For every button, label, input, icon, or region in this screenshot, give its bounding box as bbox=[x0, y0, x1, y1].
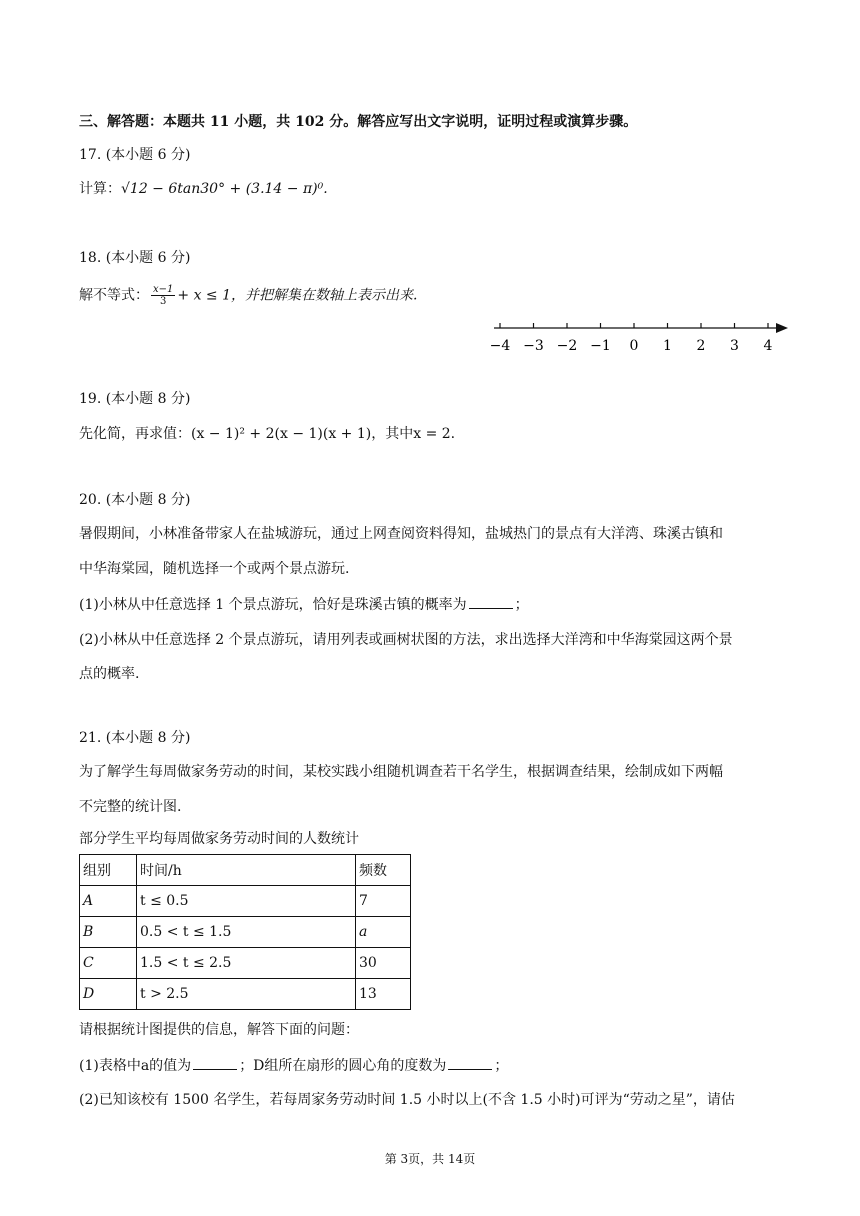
number-line-label: 4 bbox=[763, 338, 773, 354]
q21-instruction: 请根据统计图提供的信息，解答下面的问题： bbox=[79, 1022, 359, 1038]
number-line-label: 3 bbox=[730, 338, 739, 354]
table-cell: C bbox=[80, 948, 137, 979]
number-line-label: 0 bbox=[629, 338, 639, 354]
page-footer: 第 3页，共 14页 bbox=[384, 1152, 476, 1166]
number-line-label: −2 bbox=[556, 338, 578, 354]
table-header-cell: 时间/h bbox=[137, 855, 356, 886]
table-row bbox=[80, 948, 411, 979]
q18-fraction-denominator: 3 bbox=[160, 296, 167, 307]
table-cell: a bbox=[356, 917, 411, 948]
q19-body: 先化简，再求值：(x − 1)² + 2(x − 1)(x + 1)，其中x = 2. bbox=[79, 426, 456, 442]
table-header-cell: 频数 bbox=[356, 855, 411, 886]
table-cell: A bbox=[80, 886, 137, 917]
q21-sub1-end: ； bbox=[494, 1058, 509, 1074]
q20-sub1-text: (1)小林从中任意选择 1 个景点游玩，恰好是珠溪古镇的概率为 bbox=[79, 597, 467, 613]
q21-paragraph-line1: 为了解学生每周做家务劳动的时间，某校实践小组随机调查若干名学生，根据调查结果，绘制成如下两幅 bbox=[79, 764, 723, 780]
table-cell: t ≤ 0.5 bbox=[137, 886, 356, 917]
q20-paragraph-line2: 中华海棠园，随机选择一个或两个景点游玩. bbox=[79, 561, 350, 577]
table-row bbox=[80, 886, 411, 917]
section-heading: 三、解答题：本题共 11 小题，共 102 分。解答应写出文字说明，证明过程或演算步骤。 bbox=[79, 114, 638, 130]
number-line-label: −1 bbox=[590, 338, 611, 354]
q21-subquestion-1 bbox=[79, 1055, 508, 1076]
q17-prefix: 计算： bbox=[79, 181, 121, 197]
q21-paragraph-line2: 不完整的统计图. bbox=[79, 799, 182, 815]
answer-blank bbox=[193, 1055, 237, 1070]
number-line-figure bbox=[488, 316, 792, 360]
table-cell: 0.5 < t ≤ 1.5 bbox=[137, 917, 356, 948]
number-line-label: −4 bbox=[489, 338, 511, 354]
table-row bbox=[80, 979, 411, 1010]
table-cell: 30 bbox=[356, 948, 411, 979]
number-line-arrow bbox=[776, 323, 788, 333]
q20-subquestion-1 bbox=[79, 594, 529, 615]
number-line-label: −3 bbox=[523, 338, 544, 354]
table-header-row bbox=[80, 855, 411, 886]
q20-sub1-end: ； bbox=[514, 597, 529, 613]
table-cell: B bbox=[80, 917, 137, 948]
q21-subquestion-2: (2)已知该校有 1500 名学生，若每周家务劳动时间 1.5 小时以上(不含 1.5 小时)可评为“劳动之星”，请估 bbox=[79, 1092, 735, 1108]
table-cell: 7 bbox=[356, 886, 411, 917]
table-cell: 1.5 < t ≤ 2.5 bbox=[137, 948, 356, 979]
frequency-table bbox=[79, 854, 411, 1010]
table-row bbox=[80, 917, 411, 948]
table-header-cell: 组别 bbox=[80, 855, 137, 886]
q20-paragraph-line1: 暑假期间，小林准备带家人在盐城游玩，通过上网查阅资料得知，盐城热门的景点有大洋湾、珠溪古镇和 bbox=[79, 526, 723, 542]
q17-title: 17. (本小题 6 分) bbox=[79, 147, 191, 163]
table-cell: D bbox=[80, 979, 137, 1010]
number-line-label: 1 bbox=[663, 338, 672, 354]
q18-fraction bbox=[151, 284, 175, 307]
q20-subquestion-2-line2: 点的概率. bbox=[79, 666, 140, 682]
q18-fraction-numerator: x−1 bbox=[153, 284, 174, 295]
q18-body bbox=[79, 284, 417, 307]
q18-title: 18. (本小题 6 分) bbox=[79, 250, 191, 266]
q17-expression: √12 − 6tan30° + (3.14 − π)⁰. bbox=[121, 181, 328, 197]
q21-sub1-part-a: (1)表格中a的值为 bbox=[79, 1058, 192, 1074]
q17-body bbox=[79, 179, 328, 199]
q18-prefix: 解不等式： bbox=[79, 287, 149, 304]
q18-tail: + x ≤ 1，并把解集在数轴上表示出来. bbox=[177, 287, 418, 304]
q21-sub1-part-b: ；D组所在扇形的圆心角的度数为 bbox=[239, 1058, 447, 1074]
q19-title: 19. (本小题 8 分) bbox=[79, 391, 191, 407]
answer-blank bbox=[448, 1055, 492, 1070]
q20-subquestion-2-line1: (2)小林从中任意选择 2 个景点游玩，请用列表或画树状图的方法，求出选择大洋湾和中华海棠园这两个景 bbox=[79, 632, 733, 648]
q21-title: 21. (本小题 8 分) bbox=[79, 730, 191, 746]
number-line-label: 2 bbox=[696, 338, 706, 354]
table-cell: 13 bbox=[356, 979, 411, 1010]
table-cell: t > 2.5 bbox=[137, 979, 356, 1010]
q20-title: 20. (本小题 8 分) bbox=[79, 492, 191, 508]
answer-blank bbox=[469, 594, 513, 609]
table-caption: 部分学生平均每周做家务劳动时间的人数统计 bbox=[79, 831, 359, 847]
